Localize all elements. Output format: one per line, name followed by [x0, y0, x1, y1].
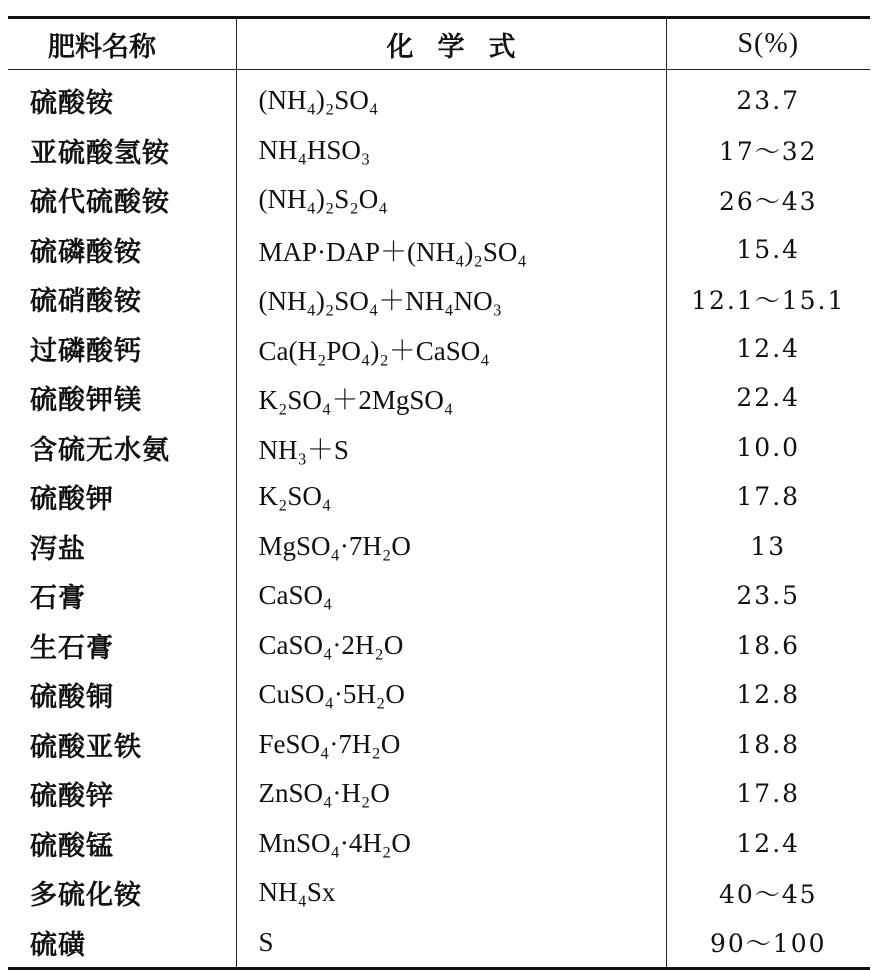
- fertilizer-name-cell: 硫磷酸铵: [30, 236, 142, 268]
- chemical-formula-cell: NH₃＋S: [236, 423, 666, 473]
- chemical-formula-cell: K₂SO₄: [236, 472, 666, 522]
- sulfur-percent-cell: 13: [666, 522, 870, 572]
- fertilizer-name-cell: 石膏: [30, 583, 86, 615]
- table-row: [8, 70, 870, 126]
- chemical-formula-cell: MnSO₄·4H₂O: [236, 819, 666, 869]
- chemical-formula-cell: K₂SO₄＋2MgSO₄: [236, 373, 666, 423]
- chemical-formula-cell: CaSO₄: [236, 571, 666, 621]
- sulfur-percent-cell: 12.4: [666, 819, 870, 869]
- sulfur-fertilizer-table: [8, 16, 870, 970]
- sulfur-percent-cell: 17.8: [666, 472, 870, 522]
- chemical-formula-cell: (NH₄)₂S₂O₄: [236, 175, 666, 225]
- sulfur-percent-cell: 12.4: [666, 324, 870, 374]
- table-row: [8, 819, 870, 869]
- fertilizer-name-cell: 硫磺: [30, 929, 86, 961]
- header-fertilizer-name: 肥料名称: [8, 18, 236, 70]
- sulfur-percent-cell: 26～43: [666, 175, 870, 225]
- table-row: [8, 670, 870, 720]
- fertilizer-name-cell: 硫酸锰: [30, 830, 114, 862]
- table-row: [8, 472, 870, 522]
- table-row: [8, 720, 870, 770]
- table-row: [8, 373, 870, 423]
- sulfur-percent-cell: 17～32: [666, 126, 870, 176]
- sulfur-percent-cell: 90～100: [666, 918, 870, 969]
- table-row: [8, 769, 870, 819]
- table-row: [8, 571, 870, 621]
- table-row: [8, 225, 870, 275]
- table-row: [8, 175, 870, 225]
- fertilizer-name-cell: 含硫无水氨: [30, 434, 170, 466]
- fertilizer-name-cell: 生石膏: [30, 632, 114, 664]
- fertilizer-name-cell: 硫代硫酸铵: [30, 187, 170, 219]
- sulfur-percent-cell: 10.0: [666, 423, 870, 473]
- table-row: [8, 621, 870, 671]
- header-sulfur-percent: S(%): [666, 18, 870, 70]
- sulfur-percent-cell: 12.8: [666, 670, 870, 720]
- chemical-formula-cell: (NH₄)₂SO₄＋NH₄NO₃: [236, 274, 666, 324]
- sulfur-percent-cell: 12.1～15.1: [666, 274, 870, 324]
- table-row: [8, 274, 870, 324]
- chemical-formula-cell: CuSO₄·5H₂O: [236, 670, 666, 720]
- sulfur-percent-cell: 15.4: [666, 225, 870, 275]
- sulfur-percent-cell: 40～45: [666, 868, 870, 918]
- table-row: [8, 324, 870, 374]
- table-header-row: [8, 18, 870, 70]
- chemical-formula-cell: Ca(H₂PO₄)₂＋CaSO₄: [236, 324, 666, 374]
- fertilizer-name-cell: 硫酸钾镁: [30, 385, 142, 417]
- fertilizer-name-cell: 泻盐: [30, 533, 86, 565]
- fertilizer-name-cell: 亚硫酸氢铵: [30, 137, 170, 169]
- fertilizer-name-cell: 多硫化铵: [30, 880, 142, 912]
- chemical-formula-cell: FeSO₄·7H₂O: [236, 720, 666, 770]
- sulfur-percent-cell: 17.8: [666, 769, 870, 819]
- chemical-formula-cell: ZnSO₄·H₂O: [236, 769, 666, 819]
- fertilizer-name-cell: 硫酸铜: [30, 682, 114, 714]
- chemical-formula-cell: MgSO₄·7H₂O: [236, 522, 666, 572]
- chemical-formula-cell: NH₄Sx: [236, 868, 666, 918]
- fertilizer-name-cell: 硫硝酸铵: [30, 286, 142, 318]
- sulfur-percent-cell: 18.6: [666, 621, 870, 671]
- table-row: [8, 868, 870, 918]
- chemical-formula-cell: (NH₄)₂SO₄: [236, 70, 666, 126]
- sulfur-percent-cell: 22.4: [666, 373, 870, 423]
- sulfur-percent-cell: 23.7: [666, 70, 870, 126]
- chemical-formula-cell: NH₄HSO₃: [236, 126, 666, 176]
- table-body: [8, 70, 870, 969]
- chemical-formula-cell: MAP·DAP＋(NH₄)₂SO₄: [236, 225, 666, 275]
- sulfur-percent-cell: 23.5: [666, 571, 870, 621]
- table-row: [8, 423, 870, 473]
- fertilizer-name-cell: 过磷酸钙: [30, 335, 142, 367]
- fertilizer-name-cell: 硫酸钾: [30, 484, 114, 516]
- fertilizer-name-cell: 硫酸亚铁: [30, 731, 142, 763]
- sulfur-percent-cell: 18.8: [666, 720, 870, 770]
- table-row: [8, 126, 870, 176]
- fertilizer-name-cell: 硫酸铵: [30, 88, 114, 120]
- table-row: [8, 522, 870, 572]
- chemical-formula-cell: S: [236, 918, 666, 969]
- header-chemical-formula: 化学式: [236, 18, 666, 70]
- fertilizer-name-cell: 硫酸锌: [30, 781, 114, 813]
- chemical-formula-cell: CaSO₄·2H₂O: [236, 621, 666, 671]
- table-row: [8, 918, 870, 969]
